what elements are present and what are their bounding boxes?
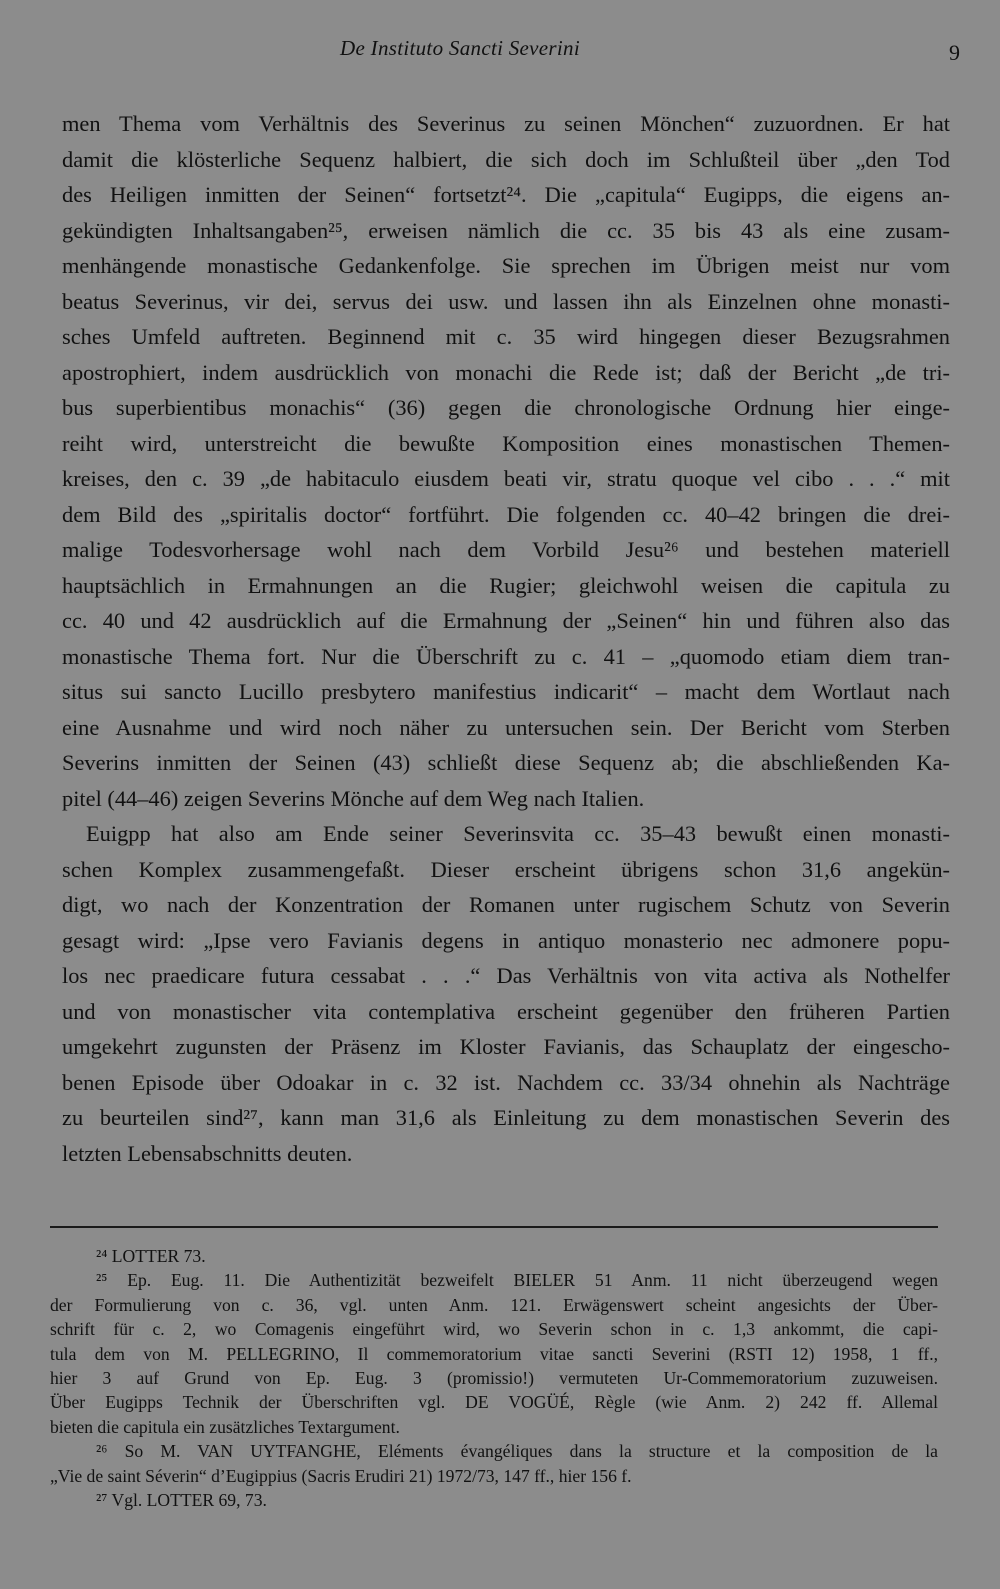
body-line: los nec praedicare futura cessabat . . .“ Das Verhältnis von vita activa als Nothelfer <box>62 963 950 988</box>
body-line: letzten Lebensabschnitts deuten. <box>62 1140 353 1166</box>
body-line: dem Bild des „spiritalis doctor“ fortführt. Die folgenden cc. 40–42 bringen die drei- <box>62 501 950 527</box>
body-line: gesagt wird: „Ipse vero Favianis degens in antiquo monasterio nec admonere popu- <box>62 927 950 953</box>
body-line: menhängende monastische Gedankenfolge. Sie sprechen im Übrigen meist nur vom <box>62 253 950 278</box>
footnote-line: der Formulierung von c. 36, vgl. unten Anm. 121. Erwägenswert scheint angesichts der Über- <box>50 1294 938 1315</box>
body-line: umgekehrt zugunsten der Präsenz im Kloster Favianis, das Schauplatz der eingescho- <box>62 1034 950 1059</box>
running-title: De Instituto Sancti Severini <box>340 36 580 60</box>
footnote-line: schrift für c. 2, wo Comagenis eingeführt wird, wo Severin schon in c. 1,3 ankommt, die capi- <box>50 1319 938 1340</box>
body-line: monastische Thema fort. Nur die Überschrift zu c. 41 – „quomodo etiam diem tran- <box>62 643 950 669</box>
footnote-line: ²⁵ Ep. Eug. 11. Die Authentizität bezweifelt BIELER 51 Anm. 11 nicht überzeugend wegen <box>96 1270 938 1291</box>
body-line: eine Ausnahme und wird noch näher zu untersuchen sein. Der Bericht vom Sterben <box>62 714 950 740</box>
body-line: situs sui sancto Lucillo presbytero manifestius indicarit“ – macht dem Wortlaut nach <box>62 679 950 704</box>
body-line: des Heiligen inmitten der Seinen“ fortsetzt²⁴. Die „capitula“ Eugipps, die eigens an- <box>62 182 950 207</box>
footnote-line: bieten die capitula ein zusätzliches Textargument. <box>50 1416 400 1437</box>
footnote-line: Über Eugipps Technik der Überschriften vgl. DE VOGÜÉ, Règle (wie Anm. 2) 242 ff. Allemal <box>50 1392 938 1413</box>
body-line: zu beurteilen sind²⁷, kann man 31,6 als Einleitung zu dem monastischen Severin des <box>62 1105 950 1130</box>
body-text <box>62 106 950 1171</box>
footnote-line: „Vie de saint Séverin“ d’Eugippius (Sacris Erudiri 21) 1972/73, 147 ff., hier 156 f. <box>50 1465 632 1486</box>
footnotes <box>50 1244 938 1512</box>
footnote-line: ²⁴ LOTTER 73. <box>96 1246 206 1266</box>
body-line: beatus Severinus, vir dei, servus dei usw. und lassen ihn als Einzelnen ohne monasti- <box>62 288 950 314</box>
body-line: cc. 40 und 42 ausdrücklich auf die Ermahnung der „Seinen“ hin und führen also das <box>62 608 950 633</box>
body-line: apostrophiert, indem ausdrücklich von monachi die Rede ist; daß der Bericht „de tri- <box>62 359 950 385</box>
page-number: 9 <box>949 40 960 65</box>
body-line: und von monastischer vita contemplativa erscheint gegenüber den früheren Partien <box>62 998 950 1024</box>
body-line: men Thema vom Verhältnis des Severinus zu seinen Mönchen“ zuzuordnen. Er hat <box>62 111 950 136</box>
footnote-line: tula dem von M. PELLEGRINO, Il commemoratorium vitae sancti Severini (RSTI 12) 1958, 1 ff., <box>50 1343 938 1364</box>
body-line: schen Komplex zusammengefaßt. Dieser erscheint übrigens schon 31,6 angekün- <box>62 856 950 882</box>
footnote-line: ²⁷ Vgl. LOTTER 69, 73. <box>96 1489 267 1510</box>
body-line: benen Episode über Odoakar in c. 32 ist. Nachdem cc. 33/34 ohnehin als Nachträge <box>62 1069 950 1095</box>
body-line: malige Todesvorhersage wohl nach dem Vorbild Jesu²⁶ und bestehen materiell <box>62 537 950 562</box>
body-line: damit die klösterliche Sequenz halbiert, die sich doch im Schlußteil über „den Tod <box>62 146 950 172</box>
body-line: Severins inmitten der Seinen (43) schließt diese Sequenz ab; die abschließenden Ka- <box>62 750 950 775</box>
body-line: gekündigten Inhaltsangaben²⁵, erweisen nämlich die cc. 35 bis 43 als eine zusam- <box>62 217 950 243</box>
footnote-rule <box>50 1226 938 1228</box>
body-line: kreises, den c. 39 „de habitaculo eiusdem beati vir, stratu quoque vel cibo . . .“ mit <box>62 466 950 491</box>
footnote-line: hier 3 auf Grund von Ep. Eug. 3 (promissio!) vermuteten Ur-Commemoratorium zuzuweisen. <box>50 1367 938 1388</box>
footnote-line: ²⁶ So M. VAN UYTFANGHE, Eléments évangéliques dans la structure et la composition de la <box>96 1441 938 1462</box>
running-head <box>0 36 1000 68</box>
body-line: hauptsächlich in Ermahnungen an die Rugier; gleichwohl weisen die capitula zu <box>62 572 950 598</box>
body-line: reiht wird, unterstreicht die bewußte Komposition eines monastischen Themen- <box>62 430 950 456</box>
body-line: pitel (44–46) zeigen Severins Mönche auf dem Weg nach Italien. <box>62 785 645 811</box>
body-line: bus superbientibus monachis“ (36) gegen die chronologische Ordnung hier einge- <box>62 395 950 420</box>
body-line: Euigpp hat also am Ende seiner Severinsvita cc. 35–43 bewußt einen monasti- <box>86 821 950 846</box>
body-line: sches Umfeld auftreten. Beginnend mit c. 35 wird hingegen dieser Bezugsrahmen <box>62 324 950 349</box>
body-line: digt, wo nach der Konzentration der Romanen unter rugischem Schutz von Severin <box>62 892 950 917</box>
